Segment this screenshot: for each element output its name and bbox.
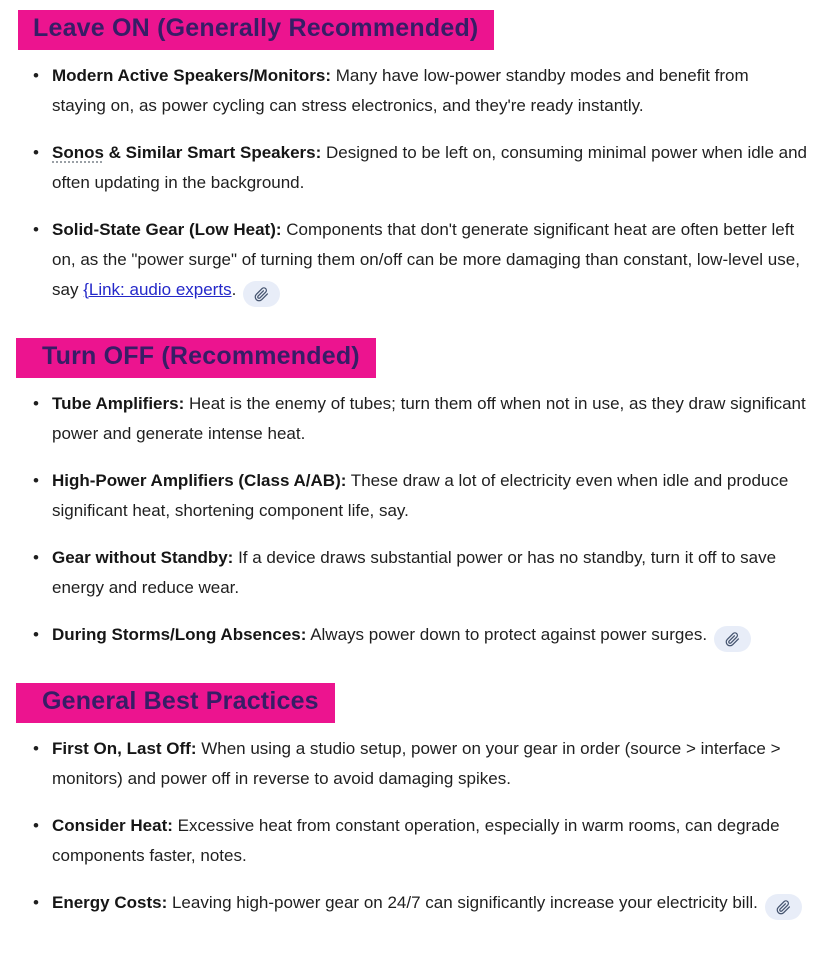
item-text: When using a studio setup, power on your gear in order (source > interface > monitors) and power off in reverse to avoid damaging spikes.: [52, 738, 781, 788]
turn-off-list: [18, 389, 807, 653]
citation-link-chip[interactable]: [765, 894, 802, 920]
item-text: Excessive heat from constant operation, especially in warm rooms, can degrade components faster, notes.: [52, 815, 780, 865]
item-term: High-Power Amplifiers (Class A/AB):: [52, 470, 347, 490]
item-term: Energy Costs:: [52, 892, 168, 912]
item-term: First On, Last Off:: [52, 738, 197, 758]
list-item: [18, 466, 807, 526]
paperclip-icon: [254, 287, 269, 302]
list-item: [18, 888, 807, 921]
item-term: Consider Heat:: [52, 815, 173, 835]
item-text: Heat is the enemy of tubes; turn them off when not in use, as they draw significant power and generate intense heat.: [52, 393, 806, 443]
list-item: [18, 389, 807, 449]
list-item: [18, 811, 807, 871]
item-term-spellchecked: Sonos: [52, 142, 104, 162]
item-text: Many have low-power standby modes and benefit from staying on, as power cycling can stress electronics, and they're ready instantly.: [52, 65, 749, 115]
item-term: Tube Amplifiers:: [52, 393, 185, 413]
list-item: [18, 620, 807, 653]
item-text: Components that don't generate significant heat are often better left on, as the "power surge" of turning them on/off can be more damaging than constant, low-level use, say: [52, 219, 800, 299]
section-heading-turn-off: Turn OFF (Recommended): [16, 338, 376, 378]
item-text: These draw a lot of electricity even when idle and produce significant heat, shortening component life, say.: [52, 470, 789, 520]
list-item: [18, 215, 807, 308]
paperclip-icon: [776, 900, 791, 915]
item-text: Leaving high-power gear on 24/7 can significantly increase your electricity bill.: [167, 892, 758, 912]
item-text: Designed to be left on, consuming minimal power when idle and often updating in the background.: [52, 142, 808, 192]
citation-link-chip[interactable]: [243, 281, 280, 307]
item-text: Always power down to protect against power surges.: [306, 624, 708, 644]
item-term: During Storms/Long Absences:: [52, 624, 307, 644]
list-item: [18, 61, 807, 121]
list-item: [18, 138, 807, 198]
list-item: [18, 734, 807, 794]
item-term: Solid-State Gear (Low Heat):: [52, 219, 282, 239]
item-text: If a device draws substantial power or has no standby, turn it off to save energy and reduce wear.: [52, 547, 777, 597]
leave-on-list: [18, 61, 807, 308]
item-term: Modern Active Speakers/Monitors:: [52, 65, 331, 85]
list-item: [18, 543, 807, 603]
item-term: Gear without Standby:: [52, 547, 234, 567]
item-term: & Similar Smart Speakers:: [103, 142, 322, 162]
paperclip-icon: [725, 632, 740, 647]
section-heading-best-practices: General Best Practices: [16, 683, 335, 723]
section-heading-leave-on: Leave ON (Generally Recommended): [18, 10, 494, 50]
audio-experts-link[interactable]: {Link: audio experts: [83, 279, 232, 299]
item-text-after-link: .: [231, 279, 237, 299]
best-practices-list: [18, 734, 807, 921]
citation-link-chip[interactable]: [714, 626, 751, 652]
